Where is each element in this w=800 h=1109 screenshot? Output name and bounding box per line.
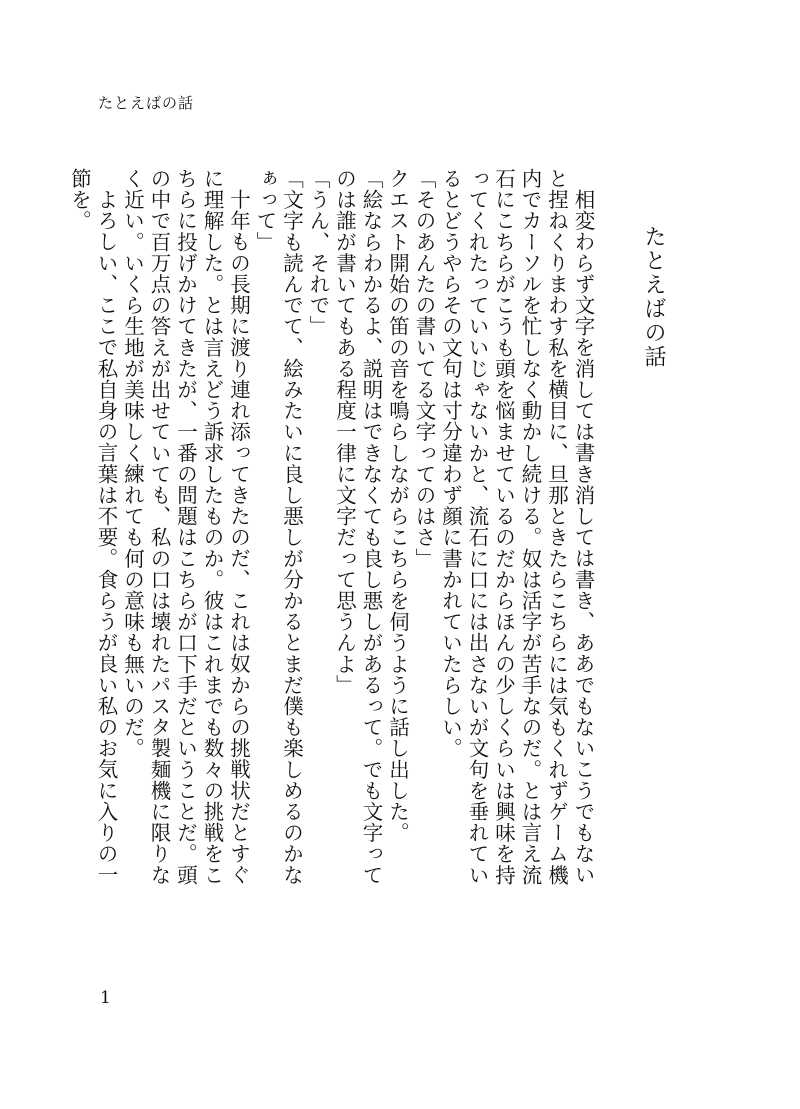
body-text — [67, 168, 596, 888]
paragraph: 「文字も読んでて、絵みたいに良し悪しが分かるとまだ僕も楽しめるのかなぁって」 — [253, 168, 304, 886]
paragraph: 相変わらず文字を消しては書き消しては書き、ああでもないこうでもないと捏ねくりまわす私を横目に、旦那ときたらこちらには気もくれずゲーム機内でカーソルを忙しなく動かし続ける。奴は活字が苦手なのだ。とは言え流石にこちらがこうも頭を悩ませているのだからほんの少しくらいは興味を持ってくれたっていいじゃないかと、流石に口には出さないが文句を垂れているとどうやらその文句は寸分違わず顔に書かれていたらしい。 — [438, 168, 595, 886]
paragraph: 「そのあんたの書いてる文字ってのはさ」 — [412, 168, 436, 569]
paragraph: よろしい、ここで私自身の言葉は不要。食らうが良い私のお気に入りの一節を。 — [67, 168, 118, 885]
running-header-title: たとえばの話 — [98, 94, 195, 112]
page-number: 1 — [100, 988, 111, 1008]
paragraph: 「うん、それで」 — [306, 168, 330, 337]
paragraph: 「絵ならわかるよ、説明はできなくても良し悪しがあるって。でも文字ってのは誰が書いてもある程度一律に文字だって思うんよ」 — [332, 168, 383, 886]
chapter-title: たとえばの話 — [641, 225, 666, 369]
paragraph: クエスト開始の笛の音を鳴らしながらこちらを伺うように話し出した。 — [385, 168, 410, 844]
paragraph: 十年もの長期に渡り連れ添ってきたのだ、これは奴からの挑戦状だとすぐに理解した。とは言えどう訴求したものか。彼はこれまでも数々の挑戦をこちらに投げかけてきたが、一番の問題はこちらが口下手だということだ。頭の中で百万点の答えが出せていても、私の口は壊れたパスタ製麺機に限りなく近い。いくら生地が美味しく練れても何の意味も無いのだ。 — [120, 168, 251, 886]
